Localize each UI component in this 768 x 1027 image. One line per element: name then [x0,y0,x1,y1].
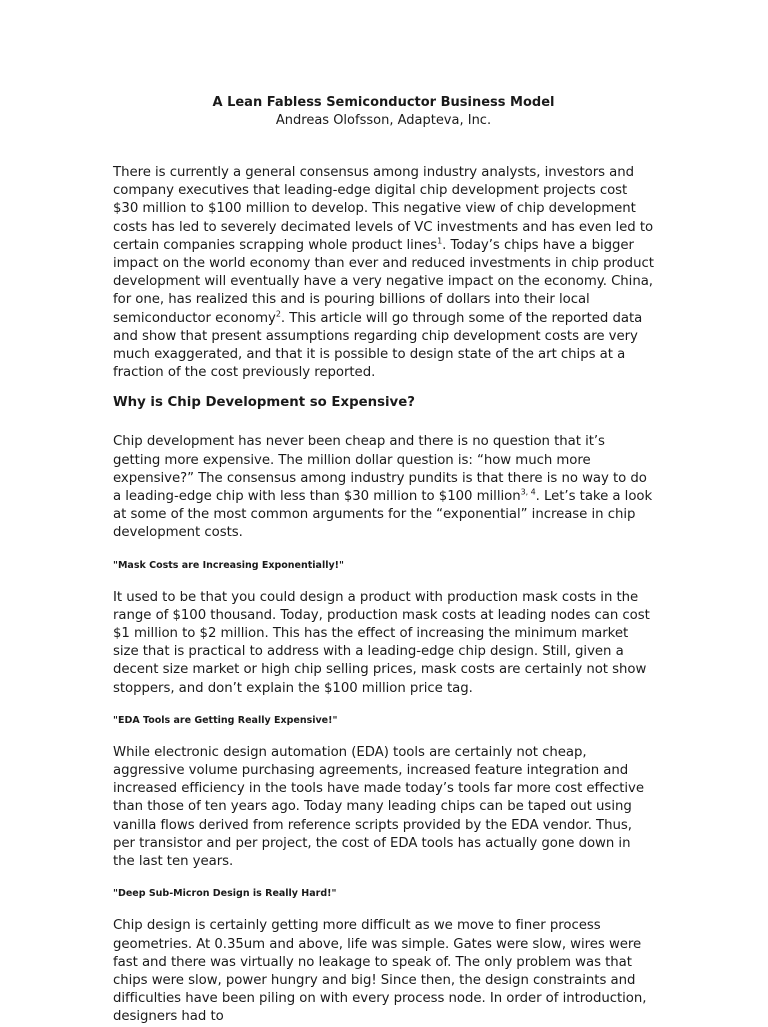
footnote-ref-3-4[interactable]: 3, 4 [520,487,536,497]
section-heading: Why is Chip Development so Expensive? [113,395,415,411]
section-paragraph [113,433,654,542]
intro-text-b: . Today’s chips have a bigger impact on the world economy than ever and reduced investments in chip product development will eventually have a very negative impact on the economy. China, for one, has realized this and is pouring billions of dollars into their local semiconductor economy [113,237,654,326]
author-byline: Andreas Olofsson, Adapteva, Inc. [275,113,492,128]
subheading-deep-submicron: "Deep Sub-Micron Design is Really Hard!" [113,888,337,900]
document-title: A Lean Fabless Semiconductor Business Model [212,95,555,110]
section-text-a: Chip development has never been cheap and there is no question that it’s getting more expensive. The million dollar question is: “how much more expensive?” The consensus among industry pundits is that there is no way to do a leading-edge chip with less than $30 million to $100 million [113,434,647,505]
intro-text-a: There is currently a general consensus among industry analysts, investors and company executives that leading-edge digital chip development projects cost $30 million to $100 million to develop. This negative view of chip development costs has led to severely decimated levels of VC investments and has even led to certain companies scrapping whole product lines [113,165,654,253]
deep-submicron-paragraph: Chip design is certainly getting more difficult as we move to finer process geometries. At 0.35um and above, life was simple. Gates were slow, wires were fast and there was virtually no leakage to speak of. The only problem was that chips were slow, power hungry and big! Since then, the design constraints and difficulties have been piling on with every process node. In order of introduction, designers had to [113,918,647,1025]
intro-text-c: . This article will go through some of the reported data and show that present assumptions regarding chip development costs are very much exaggerated, and that it is possible to design state of the art chips at a fraction of the cost previously reported. [113,310,643,381]
eda-tools-paragraph: While electronic design automation (EDA) tools are certainly not cheap, aggressive volume purchasing agreements, increased feature integration and increased efficiency in the tools have made today’s tools far more cost effective than those of ten years ago. Today many leading chips can be taped out using vanilla flows derived from reference scripts provided by the EDA vendor. Thus, per transistor and per project, the cost of EDA tools has actually gone down in the last ten years. [113,744,644,870]
mask-costs-paragraph: It used to be that you could design a product with production mask costs in the range of $100 thousand. Today, production mask costs at leading nodes can cost $1 million to $2 million. This has the effect of increasing the minimum market size that is practical to address with a leading-edge chip design. Still, given a decent size market or high chip selling prices, mask costs are certainly not show stoppers, and don’t explain the $100 million price tag. [113,589,650,696]
section-text-b: . Let’s take a look at some of the most common arguments for the “exponential” increase in chip development costs. [113,489,653,541]
footnote-ref-1[interactable]: 1 [437,236,443,246]
subheading-eda-tools: "EDA Tools are Getting Really Expensive!" [113,714,338,726]
subheading-mask-costs: "Mask Costs are Increasing Exponentially!" [113,559,344,571]
footnote-ref-2[interactable]: 2 [275,309,281,319]
intro-paragraph [113,164,654,382]
